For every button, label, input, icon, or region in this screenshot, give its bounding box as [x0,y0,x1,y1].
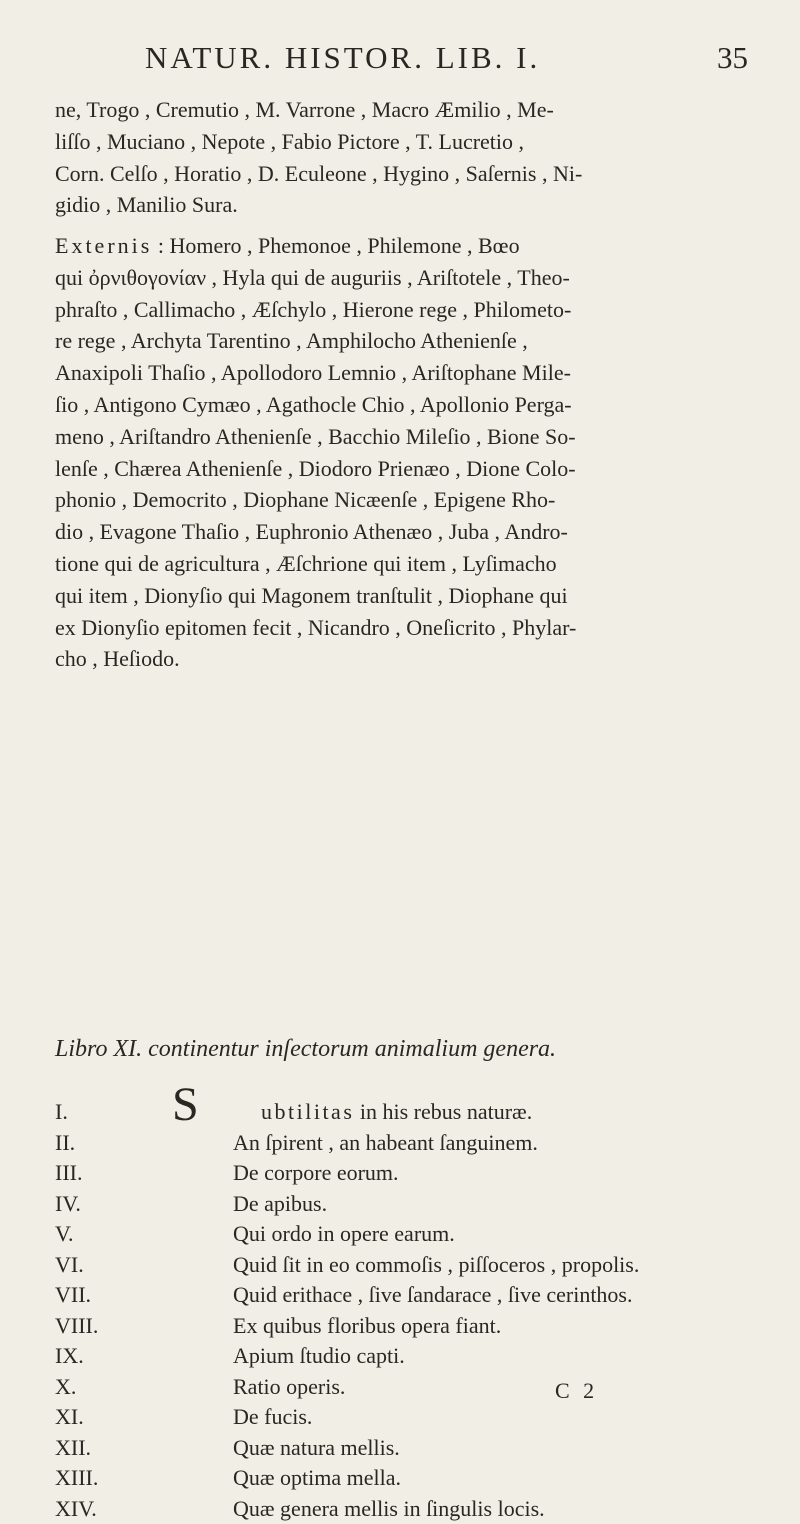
text-line: ne, Trogo , Cremutio , M. Varrone , Macro Æmilio , Me- [55,94,755,126]
chapter-row [55,1219,775,1250]
chapter-title: Quid erithace , ſive ſandarace , ſive cerinthos. [233,1280,633,1311]
chapter-row [55,1433,775,1464]
chapter-row [55,1341,775,1372]
chapter-list [55,1097,775,1524]
chapter-number: II. [55,1128,75,1159]
chapter-number: XII. [55,1433,91,1464]
first-title-tail: in his rebus naturæ. [354,1099,532,1124]
chapter-title: Ratio operis. [233,1372,345,1403]
chapter-number: V. [55,1219,74,1250]
chapter-title: Quid ſit in eo commoſis , piſſoceros , propolis. [233,1250,639,1281]
chapter-number: VI. [55,1250,84,1281]
text-line: dio , Evagone Thaſio , Euphronio Athenæo , Juba , Andro- [55,516,755,548]
text-line: ex Dionyſio epitomen fecit , Nicandro , Oneſicrito , Phylar- [55,612,755,644]
first-word-rest: ubtilitas [261,1099,354,1124]
chapter-row [55,1158,775,1189]
signature-mark: C 2 [555,1378,598,1404]
chapter-row [55,1250,775,1281]
chapter-number: XIII. [55,1463,98,1494]
paragraph-foreign-authors [55,230,755,675]
text-line-rest: : Homero , Phemonoe , Philemone , Bœo [152,233,519,258]
chapter-title: De fucis. [233,1402,312,1433]
chapter-number: IV. [55,1189,81,1220]
text-line: liſſo , Muciano , Nepote , Fabio Pictore , T. Lucretio , [55,126,755,158]
page-number: 35 [717,38,748,78]
paragraph-roman-authors [55,94,755,221]
running-head [0,38,800,78]
chapter-number: VIII. [55,1311,98,1342]
chapter-title [261,1097,532,1128]
chapter-title: Qui ordo in opere earum. [233,1219,455,1250]
chapter-row [55,1372,775,1403]
running-title: NATUR. HISTOR. LIB. I. [145,38,540,78]
chapter-number: X. [55,1372,76,1403]
externis-label: Externis [55,233,152,258]
text-line: phonio , Democrito , Diophane Nicæenſe , Epigene Rho- [55,484,755,516]
chapter-title: Apium ſtudio capti. [233,1341,405,1372]
chapter-row [55,1097,775,1128]
text-line: meno , Ariſtandro Athenienſe , Bacchio Mileſio , Bione So- [55,421,755,453]
text-line: gidio , Manilio Sura. [55,189,755,221]
chapter-row [55,1463,775,1494]
chapter-title: Ex quibus floribus opera fiant. [233,1311,501,1342]
text-line: Corn. Celſo , Horatio , D. Eculeone , Hygino , Saſernis , Ni- [55,158,755,190]
text-line: re rege , Archyta Tarentino , Amphilocho Athenienſe , [55,325,755,357]
text-line: qui item , Dionyſio qui Magonem tranſtulit , Diophane qui [55,580,755,612]
text-line: lenſe , Chærea Athenienſe , Diodoro Prienæo , Dione Colo- [55,453,755,485]
chapter-row [55,1494,775,1524]
section-heading: Libro XI. continentur inſectorum animalium genera. [55,1033,556,1065]
chapter-title: An ſpirent , an habeant ſanguinem. [233,1128,538,1159]
chapter-row [55,1402,775,1433]
text-line: qui ὀρνιθογονίαν , Hyla qui de auguriis , Ariſtotele , Theo- [55,262,755,294]
text-line: phraſto , Callimacho , Æſchylo , Hierone rege , Philometo- [55,294,755,326]
chapter-number: III. [55,1158,82,1189]
chapter-row [55,1280,775,1311]
chapter-number: I. [55,1097,68,1128]
text-line [55,230,755,262]
text-line: cho , Heſiodo. [55,643,755,675]
drop-capital: S [172,1080,199,1130]
text-line: ſio , Antigono Cymæo , Agathocle Chio , Apollonio Perga- [55,389,755,421]
chapter-row [55,1189,775,1220]
chapter-title: De apibus. [233,1189,327,1220]
text-line: tione qui de agricultura , Æſchrione qui item , Lyſimacho [55,548,755,580]
chapter-title: De corpore eorum. [233,1158,399,1189]
chapter-number: VII. [55,1280,91,1311]
chapter-row [55,1311,775,1342]
text-line: Anaxipoli Thaſio , Apollodoro Lemnio , Ariſtophane Mile- [55,357,755,389]
chapter-row [55,1128,775,1159]
chapter-number: XI. [55,1402,84,1433]
chapter-title: Quæ optima mella. [233,1463,401,1494]
chapter-title: Quæ genera mellis in ſingulis locis. [233,1494,545,1524]
chapter-title: Quæ natura mellis. [233,1433,400,1464]
chapter-number: IX. [55,1341,84,1372]
chapter-number: XIV. [55,1494,97,1524]
